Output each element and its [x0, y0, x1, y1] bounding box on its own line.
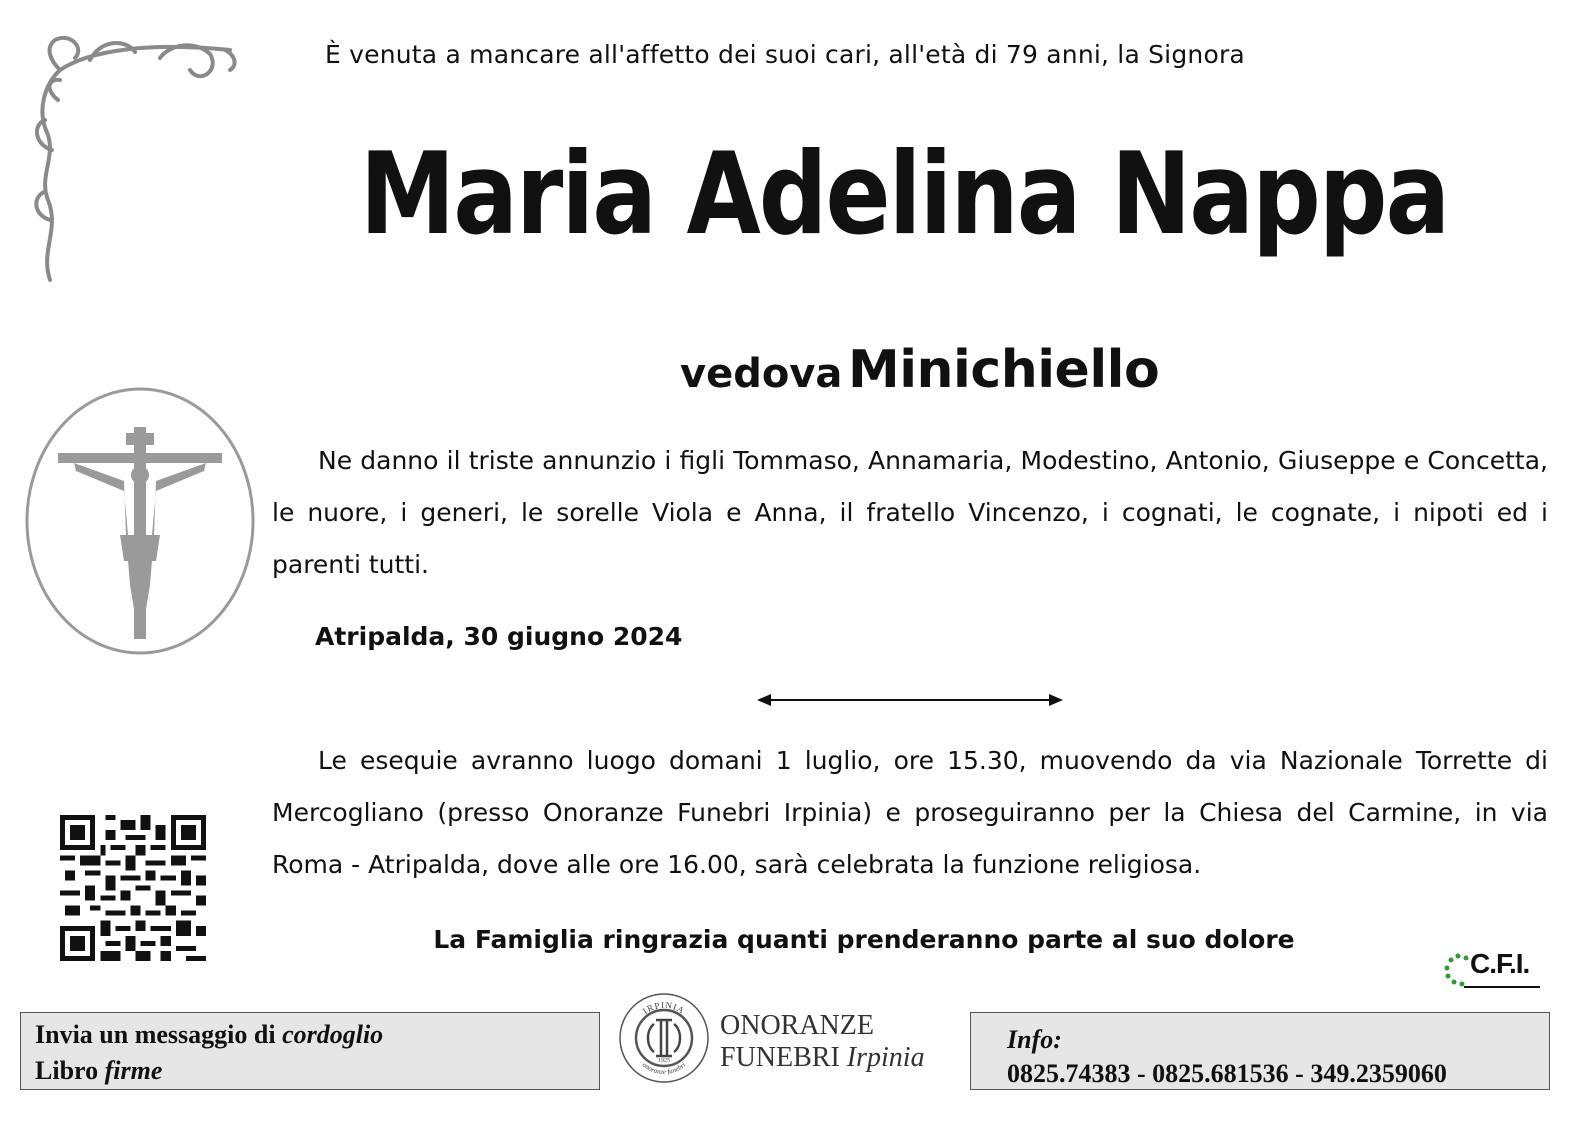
seal-bottom-text: onoranze funebri	[640, 1060, 688, 1077]
info-box	[970, 1012, 1550, 1090]
seal-year: 1925	[658, 1058, 670, 1064]
widow-surname: Minichiello	[847, 340, 1160, 400]
svg-text:IRPINIA	[641, 1000, 687, 1016]
brand-seal-icon	[616, 990, 712, 1086]
guestbook-link[interactable]: Libro firme	[35, 1056, 163, 1085]
double-arrow-icon	[757, 690, 1063, 710]
brand-name	[720, 1010, 925, 1074]
phone-numbers[interactable]: 0825.74383 - 0825.681536 - 349.2359060	[1007, 1059, 1447, 1088]
condolence-link[interactable]: Invia un messaggio di cordoglio	[35, 1020, 384, 1049]
brand-line1: ONORANZE	[720, 1010, 874, 1041]
widow-prefix: vedova	[680, 351, 843, 397]
announcement-paragraph: Ne danno il triste annunzio i figli Tommaso, Annamaria, Modestino, Antonio, Giuseppe e Concetta, le nuore, i generi, le sorelle Viola e Anna, il fratello Vincenzo, i cognati, le cognate, i nipoti ed i parenti tutti.	[272, 446, 1548, 579]
cfi-logo-text: C.F.I.	[1470, 948, 1530, 979]
place-date: Atripalda, 30 giugno 2024	[315, 622, 683, 651]
intro-text: È venuta a mancare all'affetto dei suoi cari, all'età di 79 anni, la Signora	[325, 40, 1245, 69]
deceased-name: Maria Adelina Nappa	[359, 128, 1449, 261]
condolence-box[interactable]	[20, 1012, 600, 1090]
crucifix-icon	[24, 385, 256, 657]
brand-line2: FUNEBRI Irpinia	[720, 1042, 925, 1073]
info-label: Info:	[1007, 1025, 1062, 1054]
widow-line	[680, 340, 1159, 400]
thanks-line: La Famiglia ringrazia quanti prenderanno parte al suo dolore	[433, 925, 1295, 954]
seal-top-text: IRPINIA	[640, 999, 687, 1017]
funeral-paragraph: Le esequie avranno luogo domani 1 luglio, ore 15.30, muovendo da via Nazionale Torrette di Mercogliano (presso Onoranze Funebri Irpinia) e proseguiranno per la Chiesa del Carmine, in via Roma - Atripalda, dove alle ore 16.00, sarà celebrata la funzione religiosa.	[272, 746, 1548, 879]
